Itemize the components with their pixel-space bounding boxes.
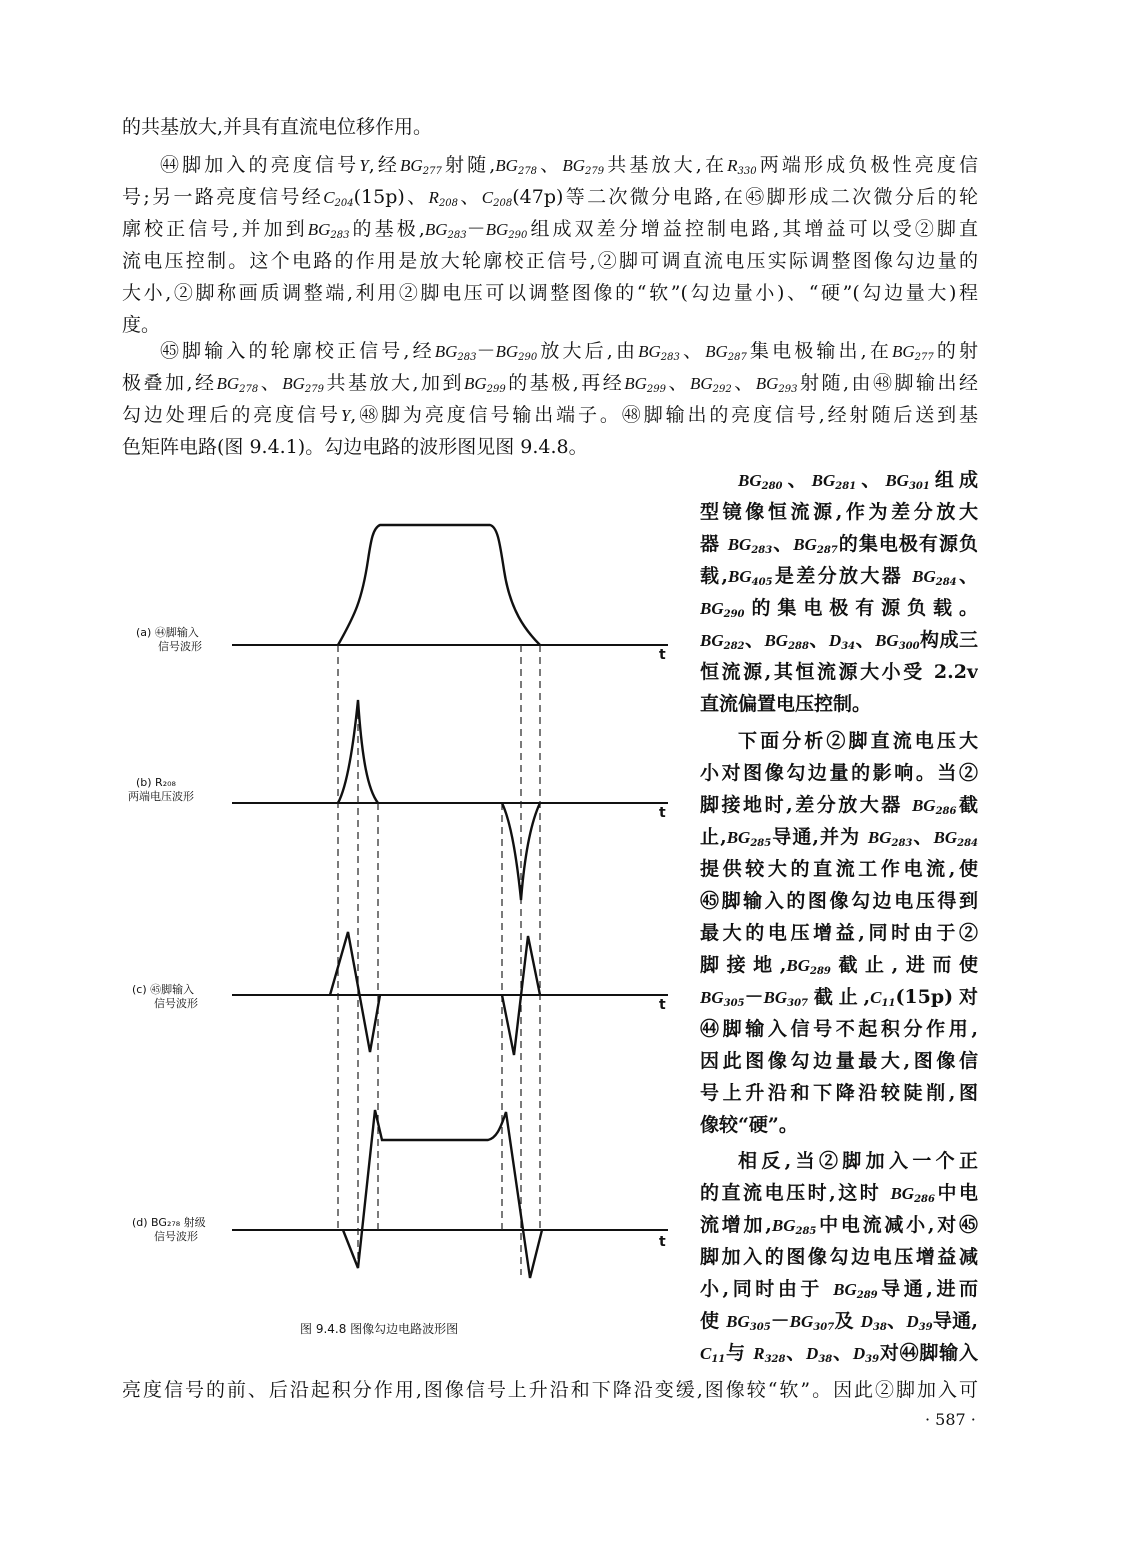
symbol: BG bbox=[755, 374, 779, 393]
symbol: BG bbox=[307, 220, 331, 239]
subscript: 278 bbox=[517, 166, 538, 177]
text-line: 流增加$,BG_{285}$中电流减小,对㊺ bbox=[700, 1214, 978, 1237]
text-line: 像较“硬”。 bbox=[700, 1114, 798, 1136]
text-line: 最大的电压增益,同时由于② bbox=[700, 922, 978, 944]
subscript: 299 bbox=[486, 384, 506, 395]
subscript: 11 bbox=[711, 1354, 726, 1365]
subscript: 284 bbox=[935, 577, 957, 588]
symbol: BG bbox=[763, 988, 788, 1007]
axis-t-label-b: t bbox=[659, 805, 666, 821]
symbol: R bbox=[428, 188, 439, 207]
symbol: BG bbox=[638, 342, 661, 361]
text-line: 下面分析②脚直流电压大 bbox=[738, 730, 978, 752]
axis-t-label-a: t bbox=[659, 647, 666, 663]
symbol: BG bbox=[689, 374, 713, 393]
symbol: BG bbox=[216, 374, 240, 393]
symbol: R bbox=[753, 1344, 765, 1363]
subscript: 277 bbox=[914, 352, 934, 363]
symbol: BG bbox=[875, 631, 899, 650]
subscript: 38 bbox=[872, 1322, 887, 1333]
symbol: D bbox=[828, 631, 842, 650]
symbol: BG bbox=[891, 342, 915, 361]
subscript: 278 bbox=[239, 384, 259, 395]
waveform-c bbox=[330, 932, 540, 1055]
symbol: BG bbox=[700, 631, 724, 650]
text-line: 号上升沿和下降沿较陡削,图 bbox=[700, 1082, 978, 1104]
symbol: BG bbox=[833, 1280, 857, 1299]
subscript: 208 bbox=[493, 198, 513, 209]
symbol: BG bbox=[434, 342, 458, 361]
text-line: $BG_{280}$、$BG_{281}$、$BG_{301}$组成 bbox=[738, 469, 978, 492]
label-c-line1: (c) ㊺脚输入 bbox=[132, 983, 195, 996]
text-line: 号;另一路亮度信号经$C_{204}(15p)$、$R_{208}$、$C_{208}(47p)$等二次微分电路,在㊺脚形成二次微分后的轮 bbox=[122, 186, 978, 209]
symbol: BG bbox=[793, 535, 817, 554]
axis-t-label-d: t bbox=[659, 1234, 666, 1250]
axis-t-label-c: t bbox=[659, 997, 666, 1013]
subscript: 277 bbox=[422, 166, 442, 177]
figure-caption: 图 9.4.8 图像勾边电路波形图 bbox=[300, 1322, 459, 1336]
symbol: BG bbox=[705, 342, 728, 361]
symbol: BG bbox=[728, 567, 752, 586]
text-line: 色矩阵电路(图 9.4.1)。勾边电路的波形图见图 9.4.8。 bbox=[122, 436, 588, 458]
text-line: 相反,当②脚加入一个正 bbox=[738, 1150, 978, 1172]
symbol: BG bbox=[771, 1216, 796, 1235]
symbol: D bbox=[852, 1344, 866, 1363]
subscript: 300 bbox=[898, 641, 920, 652]
symbol: BG bbox=[700, 599, 724, 618]
symbol: D bbox=[806, 1344, 819, 1363]
subscript: 282 bbox=[723, 641, 745, 652]
text-line: 大小,②脚称画质调整端,利用②脚电压可以调整图像的“软”(勾边量小)、“硬”(勾边量大)程 bbox=[122, 282, 978, 304]
waveform-d bbox=[343, 1110, 542, 1278]
subscript: 204 bbox=[334, 198, 354, 209]
label-d-line2: 信号波形 bbox=[154, 1230, 198, 1243]
subscript: 279 bbox=[304, 384, 325, 395]
text-line: 极叠加,经$BG_{278}$、$BG_{279}$共基放大,加到$BG_{299}$的基极,再经$BG_{299}$、$BG_{292}$、$BG_{293}$射随,由㊽脚输出经 bbox=[122, 372, 978, 395]
label-a bbox=[136, 626, 202, 654]
subscript: 290 bbox=[723, 609, 745, 620]
subscript: 286 bbox=[935, 806, 957, 817]
subscript: 283 bbox=[457, 352, 477, 363]
symbol: BG bbox=[562, 156, 585, 175]
symbol: BG bbox=[282, 374, 305, 393]
label-b-line1: (b) R₂₀₈ bbox=[136, 776, 176, 789]
symbol: BG bbox=[624, 374, 647, 393]
text-line: 小对图像勾边量的影响。当② bbox=[700, 762, 978, 784]
subscript: 290 bbox=[518, 352, 538, 363]
subscript: 287 bbox=[727, 352, 747, 363]
label-d-line1: (d) BG₂₇₈ 射级 bbox=[132, 1216, 206, 1229]
text-line: 廓校正信号,并加到$BG_{283}$的基极$,BG_{283}-BG_{290}$组成双差分增益控制电路,其增益可以受②脚直 bbox=[122, 218, 978, 241]
text-line: 亮度信号的前、后沿起积分作用,图像信号上升沿和下降沿变缓,图像较“软”。因此②脚加入可 bbox=[122, 1379, 978, 1401]
subscript: 301 bbox=[908, 481, 930, 492]
text-line: 器 $BG_{283}$、$BG_{287}$的集电极有源负 bbox=[700, 533, 978, 556]
symbol: D bbox=[860, 1312, 873, 1331]
text-line: 载$,BG_{405}$是差分放大器 $BG_{284}$、 bbox=[700, 565, 978, 588]
symbol: BG bbox=[811, 471, 836, 490]
subscript: 287 bbox=[816, 545, 838, 556]
text-line: $BG_{290}$的集电极有源负载。 bbox=[700, 597, 978, 620]
symbol: BG bbox=[495, 156, 518, 175]
subscript: 405 bbox=[751, 577, 773, 588]
symbol: BG bbox=[726, 828, 751, 847]
subscript: 279 bbox=[585, 166, 605, 177]
text-line: 的共基放大,并具有直流电位移作用。 bbox=[122, 116, 433, 138]
subscript: 292 bbox=[712, 384, 732, 395]
symbol: BG bbox=[786, 956, 810, 975]
text-line: 恒流源,其恒流源大小受 2.2v bbox=[700, 661, 978, 683]
subscript: 283 bbox=[751, 545, 773, 556]
symbol: BG bbox=[400, 156, 423, 175]
symbol: BG bbox=[885, 471, 909, 490]
subscript: 38 bbox=[818, 1354, 833, 1365]
text-line: 勾边处理后的亮度信号Y,㊽脚为亮度信号输出端子。㊽脚输出的亮度信号,经射随后送到基 bbox=[122, 404, 978, 426]
subscript: 283 bbox=[891, 838, 913, 849]
text-line: 脚接地$,BG_{289}$截止,进而使 bbox=[700, 954, 978, 977]
text-line: ㊺脚输入的图像勾边电压得到 bbox=[700, 890, 978, 912]
text-line: 直流偏置电压控制。 bbox=[700, 693, 872, 715]
text-line: $BG_{305}-BG_{307}$截止$,C_{11}(15p)$对 bbox=[700, 986, 978, 1009]
text-line: 流电压控制。这个电路的作用是放大轮廓校正信号,②脚可调直流电压实际调整图像勾边量的 bbox=[122, 250, 978, 272]
text-line: $C_{11}$与 $R_{328}$、$D_{38}$、$D_{39}$对㊹脚输入 bbox=[700, 1342, 978, 1365]
subscript: 286 bbox=[914, 1194, 935, 1205]
text-line: 使 $BG_{305}-BG_{307}$及 $D_{38}$、$D_{39}$导通, bbox=[700, 1310, 978, 1333]
symbol: BG bbox=[789, 1312, 814, 1331]
symbol: C bbox=[870, 988, 882, 1007]
subscript: 283 bbox=[447, 230, 467, 241]
subscript: 283 bbox=[330, 230, 350, 241]
subscript: 289 bbox=[810, 966, 831, 977]
subscript: 305 bbox=[749, 1322, 771, 1333]
subscript: 208 bbox=[438, 198, 459, 209]
text-line: ㊺脚输入的轮廓校正信号,经$BG_{283}-BG_{290}$放大后,由$BG_{283}$、$BG_{287}$集电极输出,在$BG_{277}$的射 bbox=[160, 340, 978, 363]
subscript: 285 bbox=[750, 838, 772, 849]
symbol: BG bbox=[738, 471, 762, 490]
text-line: 度。 bbox=[122, 314, 161, 336]
label-b-line2: 两端电压波形 bbox=[128, 790, 194, 803]
text-line: ㊹脚加入的亮度信号Y,经$BG_{277}$射随$,BG_{278}$、$BG_{279}$共基放大,在$R_{330}$两端形成负极性亮度信 bbox=[160, 154, 978, 177]
label-c-line2: 信号波形 bbox=[154, 997, 198, 1010]
subscript: 288 bbox=[788, 641, 809, 652]
subscript: 280 bbox=[761, 481, 783, 492]
label-a-line2: 信号波形 bbox=[158, 640, 202, 653]
label-c bbox=[132, 983, 198, 1011]
subscript: 39 bbox=[918, 1322, 933, 1333]
subscript: 34 bbox=[841, 641, 856, 652]
symbol: BG bbox=[463, 374, 487, 393]
symbol: C bbox=[700, 1344, 712, 1363]
symbol: BG bbox=[890, 1184, 915, 1203]
text-line: 提供较大的直流工作电流,使 bbox=[700, 858, 978, 880]
text-line: 小,同时由于 $BG_{289}$导通,进而 bbox=[700, 1278, 978, 1301]
subscript: 305 bbox=[723, 998, 745, 1009]
subscript: 281 bbox=[835, 481, 857, 492]
symbol: BG bbox=[727, 535, 752, 554]
subscript: 328 bbox=[764, 1354, 786, 1365]
symbol: BG bbox=[912, 567, 936, 586]
symbol: BG bbox=[700, 988, 724, 1007]
subscript: 283 bbox=[660, 352, 680, 363]
symbol: C bbox=[481, 188, 494, 207]
subscript: 330 bbox=[737, 166, 757, 177]
symbol: BG bbox=[933, 828, 958, 847]
text-line: ㊹脚输入信号不起积分作用, bbox=[700, 1018, 978, 1040]
label-d bbox=[132, 1216, 206, 1244]
subscript: 290 bbox=[508, 230, 528, 241]
subscript: 289 bbox=[856, 1290, 878, 1301]
subscript: 11 bbox=[881, 998, 896, 1009]
symbol: BG bbox=[867, 828, 892, 847]
page-number: · 587 · bbox=[925, 1410, 976, 1429]
text-line: $BG_{282}$、$BG_{288}$、$D_{34}$、$BG_{300}$构成三 bbox=[700, 629, 978, 652]
symbol: BG bbox=[424, 220, 448, 239]
symbol: R bbox=[727, 156, 738, 175]
text-line: 脚加入的图像勾边电压增益减 bbox=[700, 1246, 978, 1268]
text-line: 因此图像勾边量最大,图像信 bbox=[700, 1050, 978, 1072]
symbol: BG bbox=[495, 342, 519, 361]
text-line: 止$,BG_{285}$导通,并为 $BG_{283}$、$BG_{284}$ bbox=[700, 826, 978, 849]
symbol: BG bbox=[726, 1312, 750, 1331]
subscript: 293 bbox=[778, 384, 798, 395]
symbol: Y bbox=[359, 156, 369, 175]
text-line: 型镜像恒流源,作为差分放大 bbox=[700, 501, 978, 523]
symbol: C bbox=[323, 188, 335, 207]
label-a-line1: (a) ㊹脚输入 bbox=[136, 626, 199, 639]
subscript: 284 bbox=[957, 838, 978, 849]
text-line: 的直流电压时,这时 $BG_{286}$中电 bbox=[700, 1182, 978, 1205]
subscript: 299 bbox=[646, 384, 666, 395]
symbol: Y bbox=[340, 406, 351, 425]
subscript: 39 bbox=[865, 1354, 880, 1365]
text-line: 脚接地时,差分放大器 $BG_{286}$截 bbox=[700, 794, 978, 817]
subscript: 307 bbox=[787, 998, 809, 1009]
waveform-b bbox=[338, 700, 540, 900]
symbol: BG bbox=[911, 796, 936, 815]
subscript: 307 bbox=[813, 1322, 835, 1333]
waveform-a bbox=[338, 525, 540, 645]
subscript: 285 bbox=[795, 1226, 817, 1237]
symbol: BG bbox=[764, 631, 789, 650]
symbol: D bbox=[906, 1312, 919, 1331]
symbol: BG bbox=[485, 220, 509, 239]
label-b bbox=[128, 776, 194, 804]
